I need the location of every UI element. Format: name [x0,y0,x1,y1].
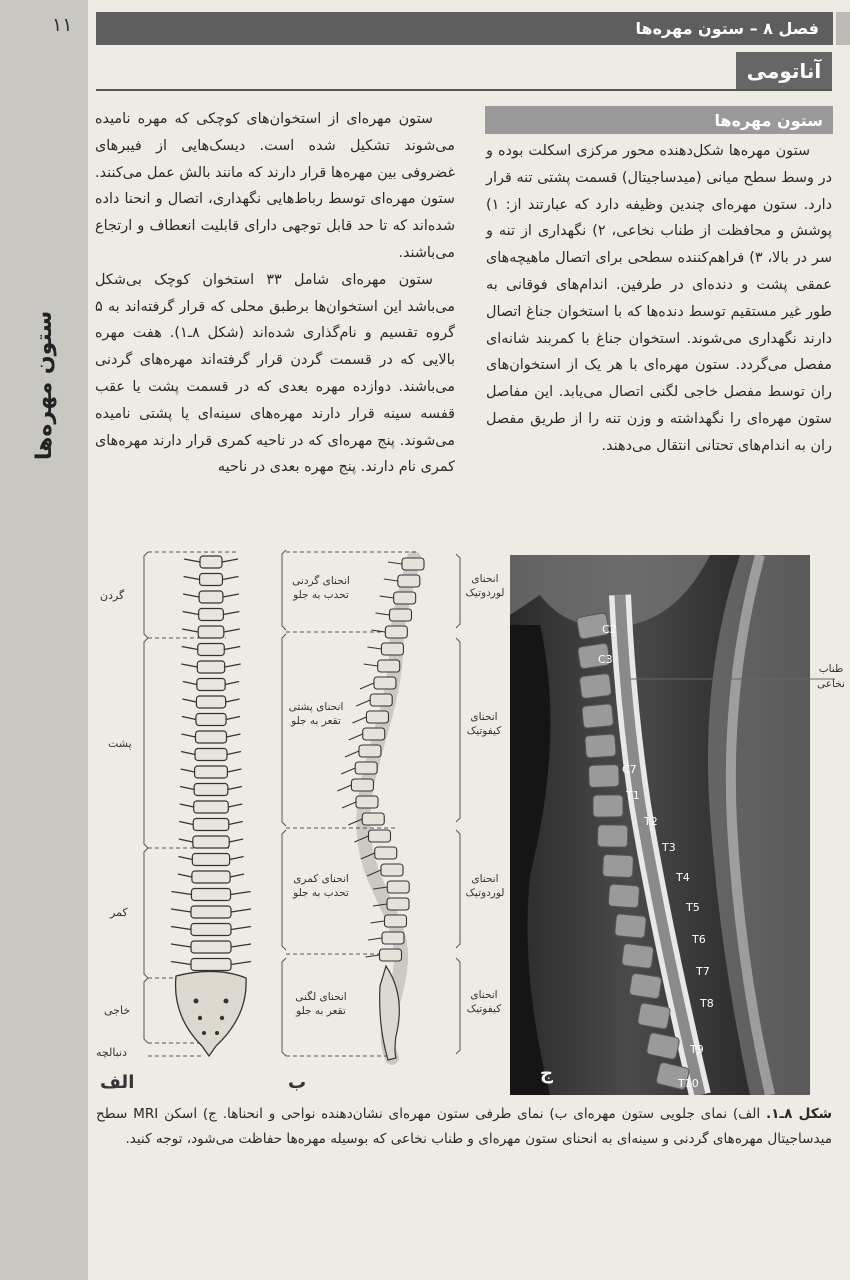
side-strip [0,0,88,1280]
paragraph: ستون مهره‌ای از استخوان‌های کوچکی که مهره نامیده می‌شوند تشکیل شده است. دیسک‌هایی از فیبرهای غضروفی بین مهره‌ها قرار دارند که مانند بالش عمل می‌کنند. ستون مهره‌ای توسط رباط‌هایی نگهداری، اتصال و انحنا داده شده‌اند که تا حد قابل توجهی دارای قابلیت انعطاف و ارتجاع می‌باشند. [95,111,455,261]
curve-label: انحنای لوردوتیک [465,873,505,899]
vertebra-shape [193,819,229,831]
figure-letter-b: ب [288,1072,307,1093]
mri-level-label: T6 [692,933,706,946]
mri-image [510,555,810,1095]
vertebra-shape [369,830,391,842]
paragraph: ستون مهره‌ها شکل‌دهنده محور مرکزی اسکلت بوده و در وسط سطح میانی (میدساجیتال) قسمت پشتی تنه قرار دارد. ستون مهره‌ای چندین وظیفه دارد که عبارتند از: ۱) پوشش و محافظت از طناب نخاعی، ۲) نگهداری از تنه و سر در بالا، ۳) فراهم‌کننده سطحی برای اتصال ماهیچه‌های عمقی پشت و دنده‌ای در طرفین. اندام‌های فوقانی به طور غیر مستقیم توسط دنده‌ها که با استخوان جناغ اتصال دارند نگهداری می‌شوند. استخوان جناغ با کمربند شانه‌ای مفصل می‌گردد. ستون مهره‌ای با هر یک از استخوان‌های ران توسط مفصل خاجی لگنی اتصال می‌یابد. این مفاصل ستون مهره‌ای را نگهداشته و وزن تنه را از طریق مفصل ران به اندام‌های تحتانی انتقال می‌دهند. [486,143,832,454]
mri-level-label: T7 [696,965,710,978]
mri-vertebra [579,673,611,698]
vertebra-shape [385,915,407,927]
region-label: کمر [110,906,128,919]
vertebra-shape [200,556,222,568]
vertebra-shape [194,801,229,813]
vertebra-shape [390,609,412,621]
vertebra-shape [198,626,224,638]
curve-label: انحنای گردنی تحدب به جلو [292,575,350,601]
region-label: پشت [108,737,132,750]
vertebra-shape [191,941,231,953]
vertebra-shape [199,591,223,603]
vertebra-shape [363,728,385,740]
vertebra-process [364,664,378,666]
mri-vertebra [637,1002,670,1029]
vertebra-process [356,700,370,706]
vertebra-shape [387,898,409,910]
region-label: دنبالچه [96,1046,127,1059]
caption-label: شکل ۸ـ۱. [765,1106,833,1122]
vertebra-shape [355,762,377,774]
curve-label: انحنای لوردوتیک [465,573,505,599]
vertebra-shape [356,796,378,808]
vertebra-shape [381,643,403,655]
vertebra-process [360,683,374,689]
mri-level-label: T9 [690,1043,704,1056]
vertebra-shape [198,644,225,656]
vertebra-shape [394,592,416,604]
vertebra-shape [200,574,223,586]
mri-vertebra [589,764,620,787]
vertebra-shape [192,871,230,883]
paragraph: ستون مهره‌ای شامل ۳۳ استخوان کوچک بی‌شکل می‌باشد این استخوان‌ها برطبق محلی که قرار گرفته‌اند به ۵ گروه تقسیم و نام‌گذاری شده‌اند (شکل ۸ـ۱). هفت مهره بالایی که در قسمت گردن قرار گرفته‌اند مهره‌های گردنی می‌باشند. دوازده مهره بعدی که در قسمت پشت یا عقب قفسه سینه قرار دارند مهره‌های سینه‌ای یا پشتی نامیده می‌شوند. پنج مهره‌ای که در ناحیه کمری قرار دارند مهره‌های کمری نام دارند. پنج مهره بعدی در ناحیه [95,271,455,476]
vertebra-process [337,785,351,791]
figure-letter-c: ج [540,1063,553,1084]
mri-level-label: C2 [602,623,617,636]
vertebra-shape [382,932,404,944]
vertebra-shape [196,714,226,726]
vertebra-process [384,579,398,581]
vertebra-shape [380,949,402,961]
mri-vertebra [598,825,628,847]
vertebra-shape [366,711,388,723]
mri-level-label: T2 [644,815,658,828]
vertebra-process [342,802,356,808]
mri-level-label: T10 [678,1077,699,1090]
vertebra-process [367,647,381,649]
caption-text: الف) نمای جلویی ستون مهره‌ای ب) نمای طرفی ستون مهره‌ای نشان‌دهنده نواحی و انحناها. ج) اسکن MRI سطح میدساجیتال مهره‌های گردنی و سینه‌ای به انحنای ستون مهره‌ای و طناب نخاعی که بوسیله مهره‌ها حفاظت می‌شود، توجه کنید. [96,1106,832,1147]
vertebra-process [380,596,394,598]
vertebra-process [371,921,385,923]
mri-vertebra [614,914,646,939]
vertebra-shape [370,694,392,706]
vertebra-process [341,768,355,774]
vertebra-shape [197,679,225,691]
mri-vertebra [621,943,654,969]
vertebra-shape [197,661,224,673]
vertebra-shape [191,906,231,918]
mri-scan [510,555,810,1095]
region-label: گردن [100,589,125,602]
vertebra-process [349,734,363,740]
vertebra-shape [194,784,228,796]
vertebra-shape [196,731,227,743]
mri-vertebra [603,854,634,877]
mri-vertebra [582,704,614,729]
vertebra-shape [199,609,224,621]
section-title: آناتومی [736,52,832,90]
vertebra-shape [374,677,396,689]
left-column-text [95,106,455,481]
vertebra-process [388,562,402,564]
mri-level-label: T1 [626,789,640,802]
figure-caption [96,1102,832,1152]
corner-mark [836,12,850,45]
vertebra-process [345,751,359,757]
mri-vertebra [608,884,639,908]
vertebra-shape [192,854,229,866]
mri-level-label: C7 [622,763,637,776]
curve-label: انحنای لگنی تقعر به جلو [295,991,347,1017]
vertebra-shape [402,558,424,570]
mri-level-label: T8 [700,997,714,1010]
vertebra-shape [351,779,373,791]
mri-vertebra [629,973,662,999]
vertebra-process [368,938,382,940]
side-chapter-title: ستون مهره‌ها [32,310,58,460]
vertebra-shape [193,836,229,848]
vertebra-shape [195,766,228,778]
section-divider [96,89,832,91]
vertebra-shape [398,575,420,587]
vertebra-shape [387,881,409,893]
vertebra-process [376,613,390,615]
vertebra-shape [362,813,384,825]
vertebra-shape [375,847,397,859]
curve-label: انحنای کیفوتیک [466,711,502,737]
page-number: ۱۱ [52,14,73,36]
vertebra-shape [359,745,381,757]
mri-level-label: T5 [686,901,700,914]
cord-pointer [630,676,835,682]
vertebra-process [366,955,380,957]
right-column-text [486,138,832,460]
vertebra-shape [196,696,225,708]
mri-level-label: T4 [676,871,690,884]
mri-level-label: T3 [662,841,676,854]
mri-vertebra [593,795,623,817]
cord-label: طناب نخاعی [817,663,845,690]
vertebra-shape [191,959,231,971]
vertebra-shape [378,660,400,672]
vertebra-process [352,717,366,723]
vertebra-shape [381,864,403,876]
spine-illustrations [96,546,516,1066]
vertebra-shape [385,626,407,638]
mri-vertebra [585,734,616,758]
region-label: خاجی [104,1004,131,1017]
curve-label: انحنای کمری تحدب به جلو [293,873,349,899]
curve-label: انحنای پشتی تقعر به جلو [288,701,344,727]
subsection-title: ستون مهره‌ها [485,106,833,134]
curve-label: انحنای کیفوتیک [466,989,502,1015]
figure-letter-a: الف [100,1072,135,1093]
vertebra-shape [191,889,230,901]
chapter-header: فصل ۸ – ستون مهره‌ها [96,12,833,45]
mri-level-label: C3 [598,653,613,666]
vertebra-shape [195,749,227,761]
vertebra-shape [191,924,231,936]
